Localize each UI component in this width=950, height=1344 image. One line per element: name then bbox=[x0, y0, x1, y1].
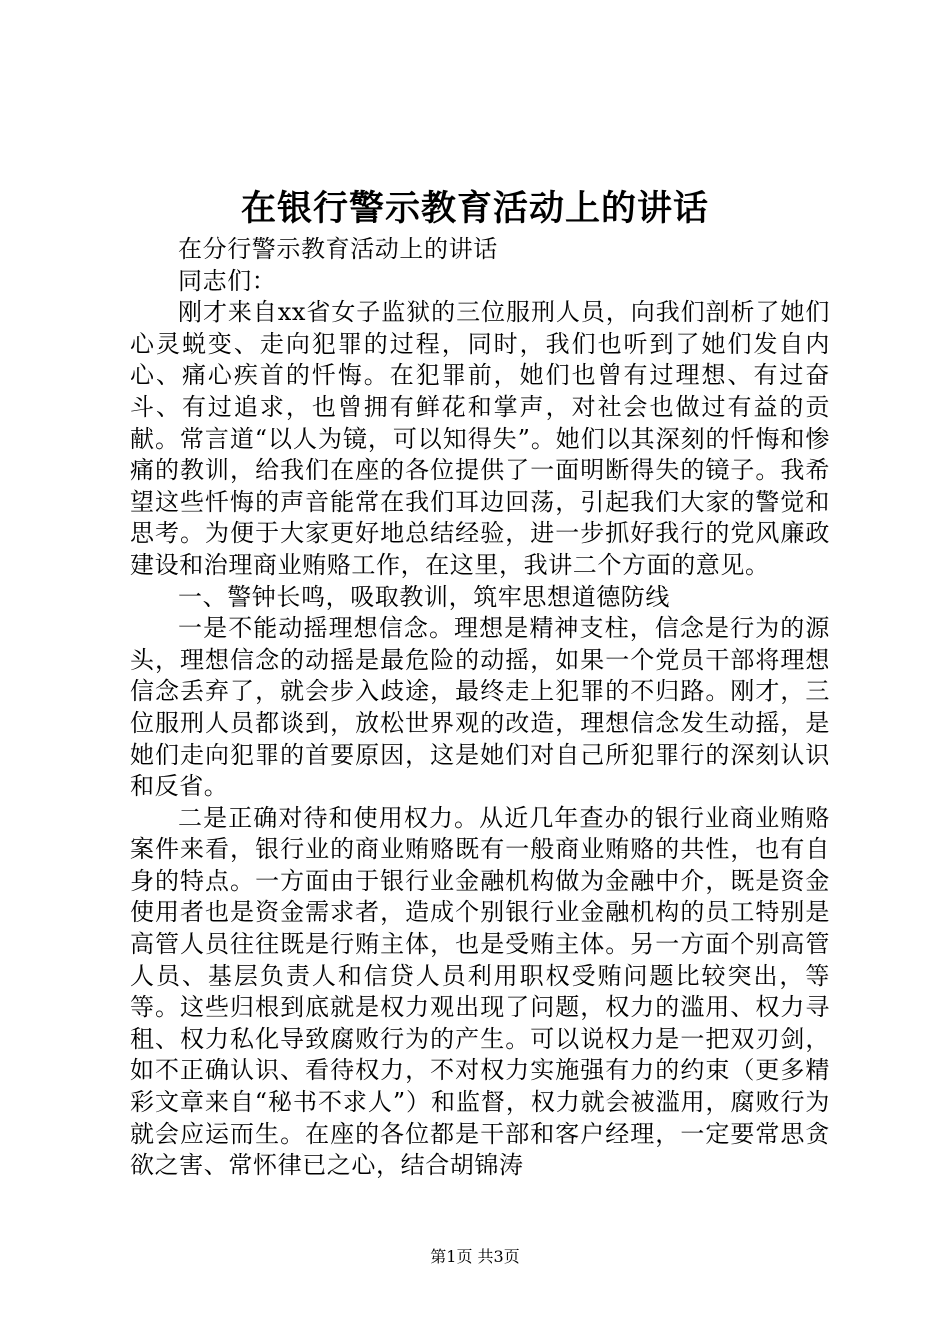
document-title: 在银行警示教育活动上的讲话 bbox=[240, 188, 709, 229]
paragraph-intro: 刚才来自xx省女子监狱的三位服刑人员，向我们剖析了她们心灵蜕变、走向犯罪的过程，同时，我们也听到了她们发自内心、痛心疾首的忏悔。在犯罪前，她们也曾有过理想、有过奋斗、有过追求，也曾拥有鲜花和掌声，对社会也做过有益的贡献。常言道“以人为镜，可以知得失”。她们以其深刻的忏悔和惨痛的教训，给我们在座的各位提供了一面明断得失的镜子。我希望这些忏悔的声音能常在我们耳边回荡，引起我们大家的警觉和思考。为便于大家更好地总结经验，进一步抓好我行的党风廉政建设和治理商业贿赂工作，在这里，我讲二个方面的意见。 bbox=[130, 298, 830, 579]
paragraph-point-1: 一是不能动摇理想信念。理想是精神支柱，信念是行为的源头，理想信念的动摇是最危险的动摇，如果一个党员干部将理想信念丢弃了，就会步入歧途，最终走上犯罪的不归路。刚才，三位服刑人员都谈到，放松世界观的改造，理想信念发生动摇，是她们走向犯罪的首要原因，这是她们对自己所犯罪行的深刻认识和反省。 bbox=[130, 614, 830, 801]
page-number-footer: 第1页 共3页 bbox=[430, 1247, 520, 1266]
paragraph-salutation: 同志们： bbox=[178, 266, 277, 295]
paragraph-subtitle: 在分行警示教育活动上的讲话 bbox=[178, 235, 498, 263]
section-heading-1: 一、警钟长鸣，吸取教训，筑牢思想道德防线 bbox=[178, 582, 670, 611]
document-body bbox=[130, 234, 830, 1182]
paragraph-point-2: 二是正确对待和使用权力。从近几年查办的银行业商业贿赂案件来看，银行业的商业贿赂既有一般商业贿赂的共性，也有自身的特点。一方面由于银行业金融机构做为金融中介，既是资金使用者也是资金需求者，造成个别银行业金融机构的员工特别是高管人员往往既是行贿主体，也是受贿主体。另一方面个别高管人员、基层负责人和信贷人员利用职权受贿问题比较突出，等等。这些归根到底就是权力观出现了问题，权力的滥用、权力寻租、权力私化导致腐败行为的产生。可以说权力是一把双刃剑，如不正确认识、看待权力，不对权力实施强有力的约束（更多精彩文章来自“秘书不求人”）和监督，权力就会被滥用，腐败行为就会应运而生。在座的各位都是干部和客户经理，一定要常思贪欲之害、常怀律已之心，结合胡锦涛 bbox=[130, 803, 830, 1180]
